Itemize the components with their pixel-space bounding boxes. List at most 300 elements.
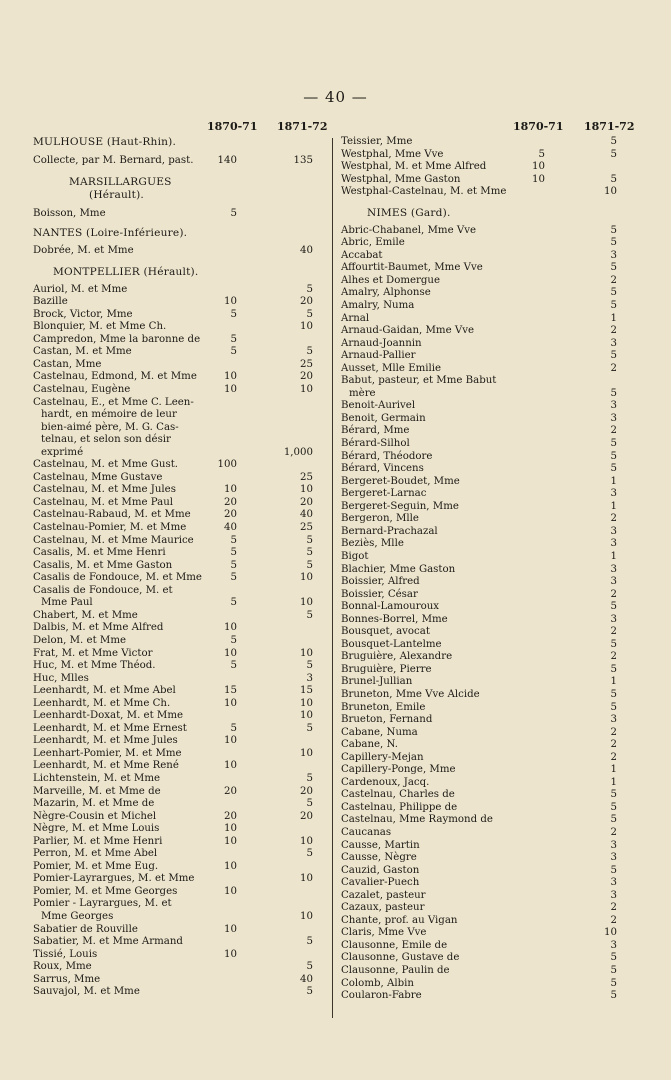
donor-row	[33, 924, 329, 937]
donor-row	[341, 350, 641, 363]
amount-1871-72: 10	[300, 321, 313, 333]
amount-1870-71: 10	[532, 161, 545, 173]
donor-name: Abric-Chabanel, Mme Vve	[341, 224, 477, 236]
donor-name: Cabane, Numa	[341, 726, 418, 738]
donor-name: Huc, M. et Mme Théod.	[33, 660, 156, 672]
donor-name: Casalis, M. et Mme Henri	[33, 547, 166, 559]
donor-row	[341, 338, 641, 351]
spacer	[33, 220, 329, 227]
donor-row	[341, 676, 641, 689]
left-col-header-1871-72: 1871-72	[277, 120, 328, 133]
donor-row	[341, 814, 641, 827]
donor-row	[341, 375, 641, 388]
donor-row	[341, 727, 641, 740]
amount-1871-72: 10	[300, 484, 313, 496]
donor-row	[341, 614, 641, 627]
donor-name: Arnaud-Joannin	[341, 337, 422, 349]
donor-row	[341, 827, 641, 840]
amount-1871-72: 5	[610, 965, 617, 976]
section-heading: MARSILLARGUES	[69, 175, 172, 188]
amount-1871-72: 5	[610, 224, 617, 236]
donor-row	[33, 622, 329, 635]
amount-1870-71: 20	[224, 509, 237, 521]
donor-name: Bonnal-Lamouroux	[341, 601, 440, 613]
donor-name: Bruneton, Emile	[341, 701, 426, 713]
donor-row	[341, 752, 641, 765]
donor-name: Clausonne, Gustave de	[341, 952, 460, 964]
amount-1870-71: 15	[224, 685, 237, 697]
donor-name: Collecte, par M. Bernard, past.	[33, 155, 194, 166]
donor-row	[33, 509, 329, 522]
amount-1871-72: 3	[610, 337, 617, 349]
donor-name: Castan, M. et Mme	[33, 346, 132, 358]
donor-row	[341, 865, 641, 878]
donor-name: Nègre, M. et Mme Louis	[33, 823, 160, 835]
amount-1871-72: 40	[300, 245, 313, 257]
donor-row	[341, 940, 641, 953]
donor-name: Bruguière, Pierre	[341, 663, 432, 675]
donor-row	[341, 965, 641, 978]
amount-1871-72: 15	[300, 685, 313, 697]
donor-row	[341, 363, 641, 376]
donor-name: Blachier, Mme Gaston	[341, 563, 456, 575]
amount-1871-72: 5	[610, 990, 617, 1002]
amount-1871-72: 5	[610, 701, 617, 713]
donor-name: Capillery-Ponge, Mme	[341, 764, 456, 776]
donor-name: Benoit-Aurivel	[341, 400, 416, 412]
amount-1871-72: 5	[306, 534, 313, 546]
donor-name: Castelnau, M. et Mme Paul	[33, 496, 174, 508]
donor-row	[341, 915, 641, 928]
amount-1870-71: 10	[224, 296, 237, 308]
amount-1871-72: 3	[610, 889, 617, 901]
donor-row	[33, 710, 329, 723]
section-heading: MONTPELLIER (Hérault).	[53, 265, 199, 278]
donor-name: Clausonne, Paulin de	[341, 965, 450, 976]
amount-1871-72: 20	[300, 785, 313, 797]
donor-name: Castelnau-Rabaud, M. et Mme	[33, 509, 191, 521]
donor-name: Bergeret-Boudet, Mme	[341, 475, 460, 487]
donor-row	[33, 155, 329, 168]
donor-row	[33, 585, 329, 598]
amount-1870-71: 5	[230, 547, 237, 559]
donor-name: Westphal-Castelnau, M. et Mme	[341, 186, 507, 198]
amount-1871-72: 5	[306, 772, 313, 784]
donor-row	[33, 284, 329, 297]
amount-1870-71: 5	[230, 207, 237, 219]
amount-1871-72: 10	[300, 835, 313, 847]
donor-name: Castelnau, Mme Raymond de	[341, 814, 493, 826]
donor-name: Lichtenstein, M. et Mme	[33, 772, 161, 784]
amount-1870-71: 10	[224, 384, 237, 396]
donor-row	[341, 877, 641, 890]
donor-name: Claris, Mme Vve	[341, 927, 427, 939]
donor-name: Leenhardt, M. et Mme Ernest	[33, 722, 187, 734]
amount-1871-72: 5	[306, 848, 313, 860]
amount-1870-71: 5	[230, 634, 237, 646]
donor-row	[33, 936, 329, 949]
donor-name: Ausset, Mlle Emilie	[341, 362, 442, 374]
amount-1871-72: 5	[610, 237, 617, 249]
donor-name: Sarrus, Mme	[33, 973, 101, 985]
amount-1871-72: 1	[610, 776, 617, 788]
donor-name: Bérard-Silhol	[341, 438, 410, 450]
donor-name: Castelnau, Mme Gustave	[33, 471, 163, 483]
donor-name: Sabatier, M. et Mme Armand	[33, 936, 183, 948]
amount-1871-72: 5	[610, 601, 617, 613]
amount-1870-71: 5	[230, 572, 237, 584]
spacer	[33, 258, 329, 266]
donor-name: Dalbis, M. et Mme Alfred	[33, 622, 164, 634]
amount-1870-71: 20	[224, 810, 237, 822]
donor-name: hardt, en mémoire de leur	[41, 409, 177, 421]
amount-1871-72: 10	[300, 384, 313, 396]
amount-1870-71: 5	[230, 559, 237, 571]
donor-row	[33, 648, 329, 661]
donor-name: Mme Georges	[41, 910, 114, 922]
donor-row	[33, 823, 329, 836]
donor-name: Chante, prof. au Vigan	[341, 914, 458, 926]
donor-row	[341, 451, 641, 464]
donor-name: Beziès, Mlle	[341, 538, 404, 550]
donor-name: Casalis de Fondouce, M. et Mme	[33, 572, 202, 584]
donor-name: Leenhardt, M. et Mme Jules	[33, 735, 178, 747]
amount-1871-72: 3	[610, 538, 617, 550]
donor-name: Casalis, M. et Mme Gaston	[33, 559, 173, 571]
donor-row	[33, 798, 329, 811]
amount-1870-71: 10	[224, 835, 237, 847]
donor-row	[341, 174, 641, 187]
amount-1871-72: 10	[604, 927, 617, 939]
donor-row	[33, 371, 329, 384]
donor-name: Perron, M. et Mme Abel	[33, 848, 158, 860]
donor-row	[33, 422, 329, 435]
donor-row	[341, 488, 641, 501]
donor-name: Bruneton, Mme Vve Alcide	[341, 688, 480, 700]
amount-1871-72: 1	[610, 475, 617, 487]
donor-row	[341, 764, 641, 777]
amount-1871-72: 25	[300, 471, 313, 483]
amount-1871-72: 5	[306, 559, 313, 571]
amount-1871-72: 20	[300, 496, 313, 508]
amount-1871-72: 5	[610, 463, 617, 475]
amount-1871-72: 3	[610, 525, 617, 537]
amount-1871-72: 5	[610, 387, 617, 399]
donor-row	[341, 513, 641, 526]
donor-row	[341, 501, 641, 514]
donor-name: Cabane, N.	[341, 739, 399, 751]
donor-name: Leenhardt, M. et Mme René	[33, 760, 179, 772]
amount-1871-72: 1	[610, 312, 617, 324]
donor-row	[33, 572, 329, 585]
donor-name: Bérard, Théodore	[341, 450, 433, 462]
amount-1870-71: 10	[532, 173, 545, 185]
donor-row	[341, 325, 641, 338]
donor-name: Bérard, Vincens	[341, 463, 424, 475]
amount-1871-72: 5	[610, 148, 617, 160]
donor-name: Brunel-Jullian	[341, 676, 413, 688]
amount-1871-72: 1	[610, 676, 617, 688]
donor-name: Tissié, Louis	[33, 948, 98, 960]
amount-1871-72: 3	[610, 852, 617, 864]
amount-1871-72: 20	[300, 371, 313, 383]
amount-1871-72: 1	[610, 500, 617, 512]
donor-row	[341, 564, 641, 577]
amount-1871-72: 3	[610, 839, 617, 851]
amount-1871-72: 3	[610, 412, 617, 424]
donor-row	[341, 161, 641, 174]
amount-1871-72: 5	[610, 977, 617, 989]
donor-row	[341, 425, 641, 438]
donor-row	[341, 651, 641, 664]
donor-row	[33, 986, 329, 999]
amount-1871-72: 3	[610, 576, 617, 588]
donor-row	[341, 438, 641, 451]
donor-row	[33, 597, 329, 610]
donor-name: Parlier, M. et Mme Henri	[33, 835, 163, 847]
amount-1871-72: 40	[300, 973, 313, 985]
donor-name: Delon, M. et Mme	[33, 634, 127, 646]
donor-name: Huc, Mlles	[33, 672, 89, 684]
donor-name: Westphal, Mme Vve	[341, 148, 444, 160]
amount-1871-72: 5	[610, 801, 617, 813]
amount-1870-71: 10	[224, 948, 237, 960]
amount-1871-72: 2	[610, 425, 617, 437]
donor-name: Bazille	[33, 296, 68, 308]
donor-name: Bousquet, avocat	[341, 626, 430, 638]
donor-row	[33, 848, 329, 861]
amount-1870-71: 140	[217, 155, 237, 166]
donor-row	[341, 840, 641, 853]
donor-name: Roux, Mme	[33, 961, 92, 973]
amount-1871-72: 40	[300, 509, 313, 521]
donor-row	[33, 949, 329, 962]
donor-name: Castelnau-Pomier, M. et Mme	[33, 522, 187, 534]
amount-1871-72: 5	[610, 864, 617, 876]
donor-name: Castelnau, E., et Mme C. Leen-	[33, 396, 194, 408]
donor-name: Sauvajol, M. et Mme	[33, 986, 140, 998]
donor-row	[33, 309, 329, 322]
donor-name: mère	[349, 387, 376, 399]
amount-1871-72: 2	[610, 274, 617, 286]
donor-row	[341, 576, 641, 589]
amount-1871-72: 10	[300, 910, 313, 922]
donor-row	[341, 262, 641, 275]
amount-1871-72: 10	[300, 572, 313, 584]
donor-row	[33, 635, 329, 648]
donor-name: Cazalet, pasteur	[341, 889, 426, 901]
donor-row	[33, 786, 329, 799]
amount-1871-72: 5	[306, 986, 313, 998]
donor-row	[341, 689, 641, 702]
amount-1871-72: 5	[610, 173, 617, 185]
amount-1870-71: 5	[230, 660, 237, 672]
donor-row	[341, 714, 641, 727]
donor-row	[341, 186, 641, 199]
donor-row	[33, 245, 329, 258]
amount-1871-72: 5	[306, 308, 313, 320]
amount-1871-72: 3	[610, 488, 617, 500]
amount-1871-72: 5	[610, 350, 617, 362]
donor-name: Bigot	[341, 550, 369, 562]
donor-row	[341, 639, 641, 652]
donor-name: Affourtit-Baumet, Mme Vve	[341, 262, 483, 274]
amount-1871-72: 25	[300, 522, 313, 534]
amount-1870-71: 5	[230, 597, 237, 609]
donor-row	[341, 802, 641, 815]
donor-row	[341, 526, 641, 539]
donor-name: Alhes et Domergue	[341, 274, 441, 286]
donor-name: Boissier, César	[341, 588, 418, 600]
donor-row	[33, 497, 329, 510]
amount-1871-72: 10	[300, 597, 313, 609]
amount-1870-71: 10	[224, 823, 237, 835]
donor-row	[341, 789, 641, 802]
donor-name: Brock, Victor, Mme	[33, 308, 133, 320]
amount-1870-71: 10	[224, 371, 237, 383]
donor-row	[33, 472, 329, 485]
donor-name: Leenhart-Pomier, M. et Mme	[33, 747, 182, 759]
left-column	[33, 136, 329, 999]
donor-name: Marveille, M. et Mme de	[33, 785, 161, 797]
amount-1870-71: 20	[224, 785, 237, 797]
amount-1871-72: 5	[306, 722, 313, 734]
donor-name: Boisson, Mme	[33, 207, 106, 219]
donor-name: Amalry, Numa	[341, 300, 415, 312]
donor-name: telnau, et selon son désir	[41, 434, 171, 446]
donor-row	[341, 287, 641, 300]
amount-1871-72: 5	[306, 609, 313, 621]
amount-1870-71: 5	[538, 148, 545, 160]
donor-name: Castelnau, M. et Mme Gust.	[33, 459, 179, 471]
donor-name: Clausonne, Emile de	[341, 939, 448, 951]
left-col-header-1870-71: 1870-71	[207, 120, 258, 133]
donor-name: Pomier, M. et Mme Eug.	[33, 860, 159, 872]
amount-1871-72: 3	[610, 714, 617, 726]
amount-1871-72: 5	[610, 262, 617, 274]
donor-name: Benoit, Germain	[341, 412, 426, 424]
amount-1870-71: 5	[230, 308, 237, 320]
donor-name: Sabatier de Rouville	[33, 923, 138, 935]
donor-row	[33, 321, 329, 334]
donor-row	[33, 522, 329, 535]
donor-name: Capillery-Mejan	[341, 751, 424, 763]
donor-name: Dobrée, M. et Mme	[33, 245, 134, 257]
donor-name: Brueton, Fernand	[341, 714, 433, 726]
donor-name: Leenhardt, M. et Mme Ch.	[33, 697, 171, 709]
donor-row	[33, 811, 329, 824]
donor-row	[341, 990, 641, 1003]
donor-name: Cauzid, Gaston	[341, 864, 420, 876]
donor-name: Caucanas	[341, 826, 392, 838]
amount-1871-72: 2	[610, 626, 617, 638]
amount-1870-71: 40	[224, 522, 237, 534]
donor-name: Bernard-Prachazal	[341, 525, 438, 537]
section-heading: NIMES (Gard).	[367, 206, 451, 219]
amount-1870-71: 100	[217, 459, 237, 471]
amount-1871-72: 10	[604, 186, 617, 198]
amount-1870-71: 10	[224, 923, 237, 935]
donor-name: Castelnau, Edmond, M. et Mme	[33, 371, 197, 383]
amount-1870-71: 5	[230, 333, 237, 345]
amount-1871-72: 5	[306, 798, 313, 810]
donor-row	[341, 388, 641, 401]
donor-name: Castelnau, Eugène	[33, 384, 131, 396]
donor-name: Castelnau, M. et Mme Maurice	[33, 534, 194, 546]
amount-1871-72: 2	[610, 751, 617, 763]
donor-row	[33, 898, 329, 911]
amount-1871-72: 20	[300, 810, 313, 822]
amount-1871-72: 3	[610, 563, 617, 575]
donor-name: Cavalier-Puech	[341, 877, 420, 889]
donor-name: bien-aimé père, M. G. Cas-	[41, 421, 179, 433]
donor-row	[33, 547, 329, 560]
donor-name: Arnaud-Gaidan, Mme Vve	[341, 325, 474, 337]
donor-row	[33, 861, 329, 874]
donor-row	[33, 296, 329, 309]
donor-row	[33, 911, 329, 924]
donor-row	[33, 974, 329, 987]
donor-row	[33, 748, 329, 761]
amount-1871-72: 5	[306, 961, 313, 973]
amount-1871-72: 25	[300, 358, 313, 370]
donor-name: Bergeret-Larnac	[341, 488, 427, 500]
amount-1871-72: 10	[300, 647, 313, 659]
amount-1871-72: 2	[610, 513, 617, 525]
donor-row	[341, 225, 641, 238]
donor-name: Cardenoux, Jacq.	[341, 776, 430, 788]
amount-1871-72: 3	[610, 400, 617, 412]
donor-name: Amalry, Alphonse	[341, 287, 431, 299]
amount-1871-72: 5	[610, 663, 617, 675]
donor-row	[341, 551, 641, 564]
donor-row	[33, 409, 329, 422]
amount-1871-72: 3	[610, 939, 617, 951]
donor-name: Abric, Emile	[341, 237, 405, 249]
amount-1870-71: 10	[224, 860, 237, 872]
amount-1871-72: 2	[610, 651, 617, 663]
donor-row	[341, 927, 641, 940]
donor-name: Coularon-Fabre	[341, 990, 422, 1002]
amount-1871-72: 1,000	[283, 446, 313, 458]
donor-row	[33, 961, 329, 974]
amount-1871-72: 5	[610, 136, 617, 147]
amount-1871-72: 5	[610, 638, 617, 650]
amount-1870-71: 10	[224, 760, 237, 772]
donor-name: Leenhardt, M. et Mme Abel	[33, 685, 176, 697]
donor-row	[33, 384, 329, 397]
amount-1871-72: 5	[610, 688, 617, 700]
donor-row	[33, 535, 329, 548]
donor-name: Westphal, M. et Mme Alfred	[341, 161, 487, 173]
donor-row	[33, 334, 329, 347]
donor-name: Castan, Mme	[33, 358, 102, 370]
donor-row	[33, 660, 329, 673]
amount-1871-72: 5	[306, 660, 313, 672]
donor-row	[341, 463, 641, 476]
donor-name: Castelnau, Charles de	[341, 789, 455, 801]
amount-1870-71: 10	[224, 885, 237, 897]
donor-name: Arnaud-Pallier	[341, 350, 416, 362]
right-column	[341, 136, 641, 1003]
donor-row	[33, 698, 329, 711]
amount-1871-72: 3	[610, 249, 617, 261]
donor-name: Accabat	[341, 249, 383, 261]
amount-1871-72: 5	[306, 346, 313, 358]
amount-1871-72: 2	[610, 914, 617, 926]
donor-row	[341, 476, 641, 489]
donor-row	[341, 626, 641, 639]
